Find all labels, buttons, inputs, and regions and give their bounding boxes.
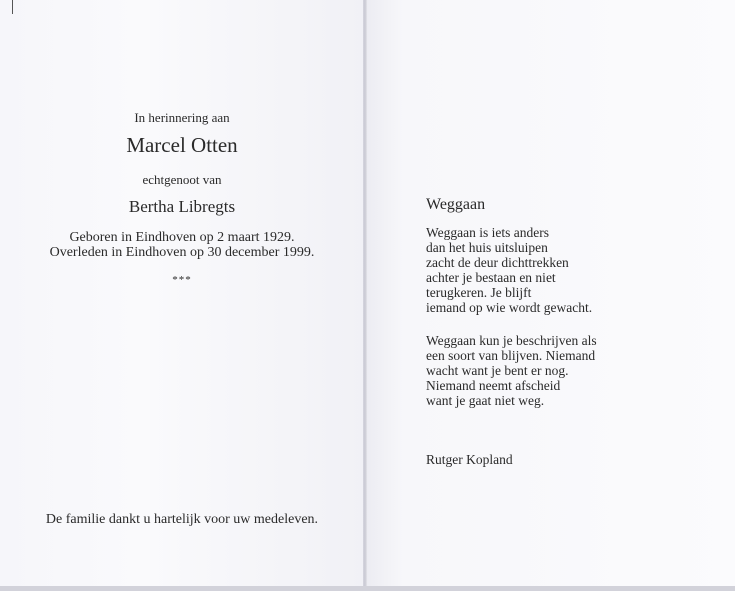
poem-line: achter je bestaan en niet: [426, 270, 556, 285]
poem-title: Weggaan: [426, 196, 486, 213]
page-fold: [363, 0, 367, 588]
poem-author: Rutger Kopland: [426, 452, 513, 467]
poem-line: want je gaat niet weg.: [426, 393, 545, 408]
poem-stanza: [426, 333, 597, 408]
poem-line: Weggaan kun je beschrijven als: [426, 333, 597, 348]
poem-stanza: [426, 225, 592, 315]
thanks-text: De familie dankt u hartelijk voor uw medeleven.: [45, 512, 319, 527]
spouse-name: Bertha Libregts: [128, 197, 236, 216]
poem-line: zacht de deur dichttrekken: [426, 255, 569, 270]
poem-line: dan het huis uitsluipen: [426, 240, 548, 255]
card-bottom-edge: [0, 586, 735, 591]
intro-text: In herinnering aan: [134, 110, 230, 125]
spouse-label: echtgenoot van: [142, 172, 222, 187]
poem-line: wacht want je bent er nog.: [426, 363, 569, 378]
birth-line: Geboren in Eindhoven op 2 maart 1929.: [69, 230, 295, 245]
deceased-name: Marcel Otten: [126, 133, 238, 157]
poem-line: terugkeren. Je blijft: [426, 285, 532, 300]
corner-mark: [12, 0, 13, 14]
poem-line: Niemand neemt afscheid: [426, 378, 561, 393]
poem-line: Weggaan is iets anders: [426, 225, 549, 240]
poem-line: iemand op wie wordt gewacht.: [426, 300, 593, 315]
separator: ***: [172, 274, 192, 286]
poem-line: een soort van blijven. Niemand: [426, 348, 596, 363]
death-line: Overleden in Eindhoven op 30 december 1999.: [49, 245, 315, 260]
left-page: [0, 0, 364, 588]
